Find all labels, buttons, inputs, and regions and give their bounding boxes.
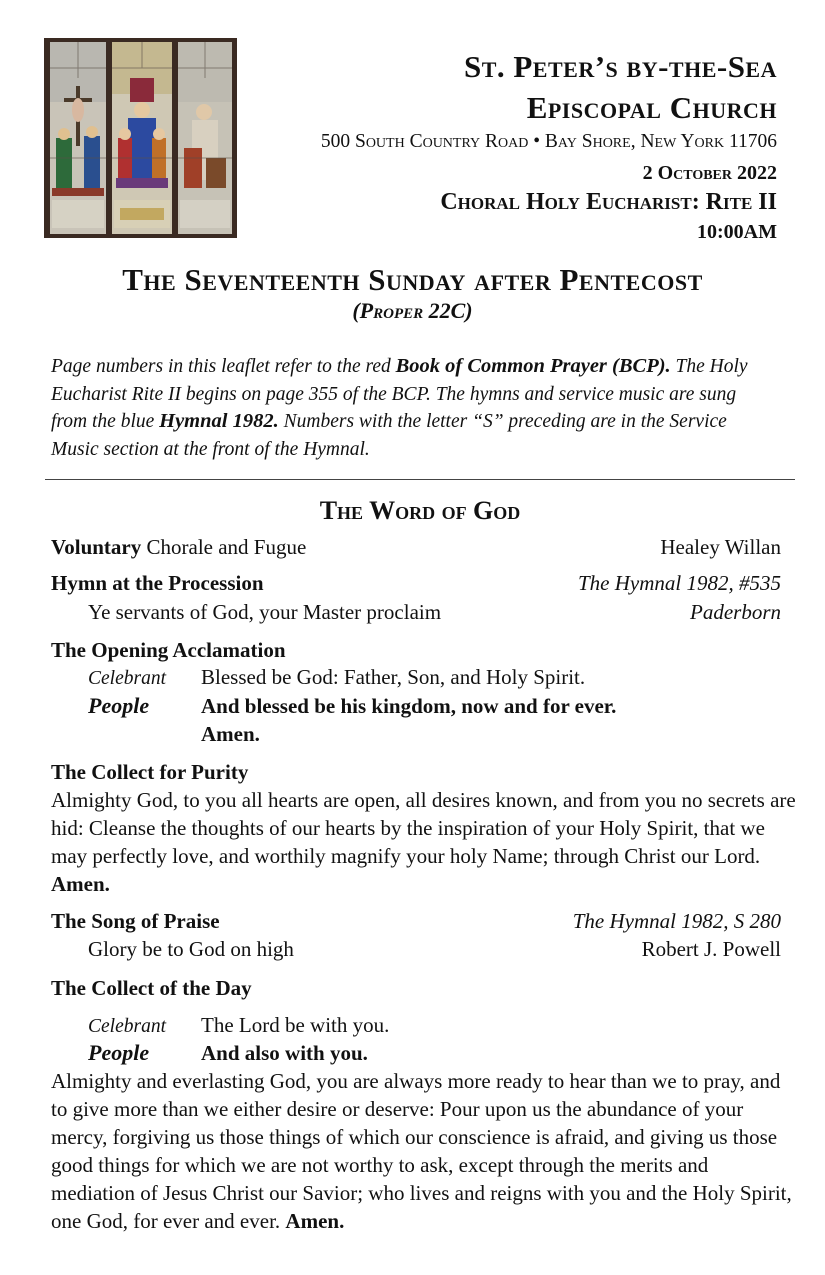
purity-text: [51, 786, 796, 898]
church-name-line2: Episcopal Church: [526, 90, 777, 125]
celebrant-text: Blessed be God: Father, Son, and Holy Spirit.: [201, 665, 586, 689]
collect-celebrant-role: Celebrant: [88, 1016, 166, 1037]
purity-label: The Collect for Purity: [51, 760, 249, 784]
people-role: People: [88, 693, 150, 718]
voluntary-title: Chorale and Fugue: [141, 535, 307, 559]
service-name: Choral Holy Eucharist: Rite II: [440, 189, 777, 215]
acclamation-amen-line: [88, 720, 788, 748]
service-time: 10:00AM: [697, 221, 777, 243]
procession-first-line: Ye servants of God, your Master proclaim: [88, 600, 442, 624]
collect-people-text: And also with you.: [201, 1041, 368, 1065]
purity-amen: Amen.: [51, 872, 110, 896]
stained-glass-window-image: [44, 38, 237, 238]
intro-text-2: The Holy Eucharist Rite II begins on page 355 of the BCP. The hymns and service music are sung from the blue: [51, 356, 748, 432]
people-amen: Amen.: [201, 722, 260, 746]
acclamation-celebrant-line: [88, 663, 788, 693]
procession-label: Hymn at the Procession: [51, 571, 264, 595]
church-name-line1: St. Peter’s by-the-Sea: [463, 49, 777, 84]
procession-hymn-row: [51, 598, 781, 626]
collect-people-line: [88, 1039, 788, 1067]
divider: [45, 479, 795, 480]
intro-hymnal: Hymnal 1982.: [159, 410, 279, 432]
praise-hymn-row: [51, 935, 781, 963]
intro-bcp: Book of Common Prayer (BCP).: [395, 355, 671, 377]
acclamation-people-line: [88, 692, 788, 720]
praise-label: The Song of Praise: [51, 909, 220, 933]
praise-row: [51, 907, 781, 935]
church-address: 500 South Country Road • Bay Shore, New York 11706: [320, 131, 777, 152]
procession-tune: Paderborn: [690, 600, 781, 624]
celebrant-role: Celebrant: [88, 668, 166, 689]
intro-paragraph: [51, 353, 776, 463]
praise-ref: The Hymnal 1982, S 280: [572, 909, 781, 933]
collect-celebrant-line: [88, 1011, 788, 1041]
proper-subtitle: (Proper 22C): [352, 298, 473, 323]
intro-text-1: Page numbers in this leaflet refer to the red: [51, 356, 396, 377]
praise-composer: Robert J. Powell: [641, 937, 781, 961]
acclamation-label: The Opening Acclamation: [51, 638, 286, 662]
collect-day-amen: Amen.: [285, 1209, 345, 1233]
purity-heading: [51, 758, 781, 786]
service-date: 2 October 2022: [642, 162, 777, 184]
church-header: [217, 46, 777, 247]
collect-day-label: The Collect of the Day: [51, 976, 252, 1000]
procession-ref: The Hymnal 1982, #535: [578, 571, 781, 595]
acclamation-heading: [51, 636, 781, 664]
people-text: And blessed be his kingdom, now and for ever.: [201, 694, 617, 718]
procession-row: [51, 569, 781, 597]
intro-text-3: Numbers with the letter “S” preceding are in the Service Music section at the front of the Hymnal.: [51, 411, 727, 460]
praise-first-line: Glory be to God on high: [88, 937, 294, 961]
purity-body: Almighty God, to you all hearts are open, all desires known, and from you no secrets are hid: Cleanse the thoughts of our hearts by the inspiration of your Holy Spirit, that we may perfectly love, and worthily magnify your holy Name; through Christ our Lord.: [51, 788, 796, 868]
collect-day-body: Almighty and everlasting God, you are always more ready to hear than we to pray, and to give more than we either desire or deserve: Pour upon us the abundance of your mercy, forgiving us those things of which our conscience is afraid, and giving us those good things for which we are not worthy to ask, except through the merits and mediation of Jesus Christ our Savior; who lives and reigns with you and the Holy Spirit, one God, for ever and ever.: [51, 1069, 792, 1233]
voluntary-composer: Healey Willan: [660, 535, 781, 559]
collect-celebrant-text: The Lord be with you.: [201, 1013, 390, 1037]
voluntary-label: Voluntary: [51, 535, 142, 559]
collect-people-role: People: [88, 1040, 150, 1065]
collect-day-text: [51, 1067, 796, 1235]
section-title: The Word of God: [319, 496, 521, 525]
collect-day-heading: [51, 974, 781, 1002]
sunday-title: The Seventeenth Sunday after Pentecost: [122, 262, 703, 297]
voluntary-row: [51, 533, 781, 561]
